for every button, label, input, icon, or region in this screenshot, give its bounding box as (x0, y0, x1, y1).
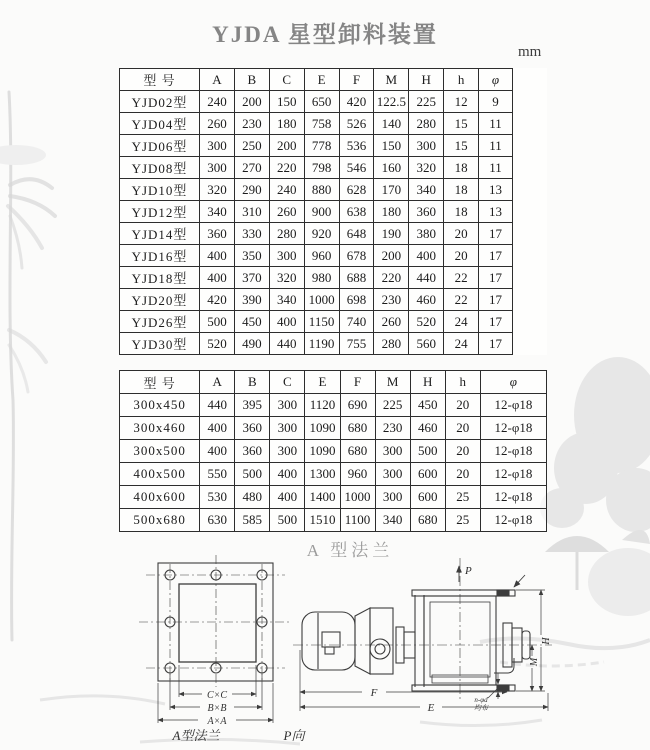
dim-m-cell: 200 (374, 245, 409, 267)
dim-b-cell: 350 (234, 245, 269, 267)
dim-c-cell: 400 (270, 486, 305, 509)
dim-b-cell: 310 (234, 201, 269, 223)
dim-b-cell: 230 (234, 113, 269, 135)
model-cell: YJD14型 (120, 223, 200, 245)
column-header: H (410, 371, 445, 394)
valve-body (412, 590, 515, 691)
dim-h-cell: 360 (409, 201, 444, 223)
side-centerlines (293, 558, 552, 700)
dim-phi-cell: 13 (479, 201, 513, 223)
table1-row (120, 201, 547, 223)
dim-h2-cell: 24 (444, 333, 479, 355)
bolt-pattern-cell: 12-φ18 (480, 463, 546, 486)
dim-m-cell: 225 (375, 394, 410, 417)
table2-row (120, 394, 547, 417)
dim-e-cell: 960 (304, 245, 339, 267)
dim-e-label: E (427, 702, 435, 714)
dim-h-cell: 680 (410, 509, 445, 532)
dim-b-cell: 450 (234, 311, 269, 333)
model-cell: YJD18型 (120, 267, 200, 289)
dim-c-cell: 240 (269, 179, 304, 201)
bolt-note-line2: 均布 (474, 704, 488, 712)
dim-h2-cell: 25 (445, 509, 480, 532)
dim-phi-cell: 17 (479, 333, 513, 355)
dim-h-cell: 300 (409, 135, 444, 157)
dim-e-cell: 900 (304, 201, 339, 223)
column-header: M (374, 69, 409, 91)
dim-a-cell: 320 (200, 179, 235, 201)
model-cell: 500x680 (120, 509, 200, 532)
dim-f-cell: 688 (339, 267, 374, 289)
dim-h-cell: 280 (409, 113, 444, 135)
dim-a-cell: 300 (200, 135, 235, 157)
dim-a-cell: 260 (200, 113, 235, 135)
dim-c-cell: 440 (269, 333, 304, 355)
dim-h2-cell: 20 (445, 417, 480, 440)
column-header: M (375, 371, 410, 394)
dim-c-cell: 400 (269, 311, 304, 333)
table1-row (120, 267, 547, 289)
dim-c-cell: 320 (269, 267, 304, 289)
dim-h2-cell: 20 (445, 440, 480, 463)
dim-e-cell: 1120 (305, 394, 340, 417)
dim-m-cell: 122.5 (374, 91, 409, 113)
dim-e-cell: 1090 (305, 417, 340, 440)
table2-header-row (120, 371, 547, 394)
dim-a-cell: 440 (200, 394, 235, 417)
dim-b-cell: 490 (234, 333, 269, 355)
dim-f-cell: 678 (339, 245, 374, 267)
centerlines (139, 555, 292, 687)
dim-c-cell: 200 (269, 135, 304, 157)
gearbox (355, 608, 393, 674)
dim-a-cell: 500 (200, 311, 235, 333)
dim-axa-label: A×A (207, 716, 227, 727)
dim-h-cell: 440 (409, 267, 444, 289)
dim-phi-cell: 13 (479, 179, 513, 201)
dim-f-cell: 1100 (340, 509, 375, 532)
model-cell: YJD02型 (120, 91, 200, 113)
dim-phi-cell: 17 (479, 245, 513, 267)
dim-m-cell: 150 (374, 135, 409, 157)
dim-h-cell: 500 (410, 440, 445, 463)
dim-e-cell: 980 (304, 267, 339, 289)
table1-row (120, 245, 547, 267)
yjd-dimension-table (119, 68, 547, 355)
dim-h2-cell: 15 (444, 135, 479, 157)
dim-e-cell: 1090 (305, 440, 340, 463)
dim-f-cell: 698 (339, 289, 374, 311)
table1-row (120, 179, 547, 201)
column-header: F (340, 371, 375, 394)
dim-cxc-label: C×C (206, 690, 228, 701)
dimension-e (300, 693, 548, 711)
column-header: 型 号 (120, 69, 200, 91)
section-heading-flange: A 型法兰 (306, 541, 394, 560)
flange-view-caption: A型法兰 (172, 728, 220, 743)
dim-c-cell: 400 (270, 463, 305, 486)
p-arrow-label: P (465, 565, 472, 577)
column-header: A (200, 371, 235, 394)
dim-b-cell: 500 (235, 463, 270, 486)
dim-h2-cell: 20 (445, 394, 480, 417)
model-cell: YJD26型 (120, 311, 200, 333)
dim-e-cell: 880 (304, 179, 339, 201)
bolt-pattern-cell: 12-φ18 (480, 394, 546, 417)
column-header: B (234, 69, 269, 91)
dim-e-cell: 798 (304, 157, 339, 179)
table2-row (120, 417, 547, 440)
dim-a-cell: 400 (200, 267, 235, 289)
dim-m-cell: 260 (374, 311, 409, 333)
model-cell: 400x500 (120, 463, 200, 486)
bolt-pattern-cell: 12-φ18 (480, 440, 546, 463)
column-header: C (270, 371, 305, 394)
table1-row (120, 157, 547, 179)
dim-m-cell: 220 (374, 267, 409, 289)
engineering-drawing (0, 552, 650, 750)
dim-phi-cell: 17 (479, 311, 513, 333)
table1-row (120, 289, 547, 311)
dim-f-cell: 1000 (340, 486, 375, 509)
dim-m-cell: 230 (374, 289, 409, 311)
column-header: E (305, 371, 340, 394)
dim-phi-cell: 17 (479, 289, 513, 311)
dim-e-cell: 758 (304, 113, 339, 135)
dim-h-cell: 225 (409, 91, 444, 113)
dim-f-cell: 960 (340, 463, 375, 486)
dim-f-cell: 755 (339, 333, 374, 355)
column-header: h (444, 69, 479, 91)
dim-h2-cell: 25 (445, 486, 480, 509)
model-cell: 400x600 (120, 486, 200, 509)
p-direction-label: P向 (283, 728, 305, 743)
dim-h-cell: 400 (409, 245, 444, 267)
table2-row (120, 486, 547, 509)
dim-h-label: H (541, 637, 552, 645)
dim-h-cell: 380 (409, 223, 444, 245)
dim-a-cell: 420 (200, 289, 235, 311)
dim-f-cell: 690 (340, 394, 375, 417)
dim-h-cell: 600 (410, 486, 445, 509)
dim-m-cell: 170 (374, 179, 409, 201)
bolt-pattern-cell: 12-φ18 (480, 509, 546, 532)
dim-b-cell: 330 (234, 223, 269, 245)
dim-m-cell: 300 (375, 440, 410, 463)
dim-h2-cell: 18 (444, 179, 479, 201)
dim-h-cell: 340 (409, 179, 444, 201)
dim-h-cell: 520 (409, 311, 444, 333)
column-header: C (269, 69, 304, 91)
dim-f-cell: 526 (339, 113, 374, 135)
dim-b-cell: 585 (235, 509, 270, 532)
dim-f-cell: 680 (340, 417, 375, 440)
page-title: YJDA 星型卸料装置 (212, 22, 438, 47)
dim-c-cell: 340 (269, 289, 304, 311)
dim-b-cell: 200 (234, 91, 269, 113)
dim-c-cell: 300 (270, 417, 305, 440)
dim-a-cell: 340 (200, 201, 235, 223)
dim-e-cell: 1510 (305, 509, 340, 532)
motor (302, 612, 355, 670)
bolt-pattern-cell: 12-φ18 (480, 486, 546, 509)
dim-phi-cell: 9 (479, 91, 513, 113)
bolt-note-line1: n-φd (474, 696, 488, 704)
dim-f-cell: 546 (339, 157, 374, 179)
column-header: φ (479, 69, 513, 91)
table1-row (120, 91, 547, 113)
dim-a-cell: 400 (200, 245, 235, 267)
model-cell: YJD10型 (120, 179, 200, 201)
dim-m-cell: 230 (375, 417, 410, 440)
dim-h-cell: 460 (409, 289, 444, 311)
valve-side-view (293, 558, 552, 711)
dim-b-cell: 480 (235, 486, 270, 509)
dim-f-cell: 638 (339, 201, 374, 223)
column-header: B (235, 371, 270, 394)
dim-f-label: F (370, 687, 378, 699)
dim-m-cell: 180 (374, 201, 409, 223)
model-cell: YJD16型 (120, 245, 200, 267)
dim-b-cell: 290 (234, 179, 269, 201)
dim-m-cell: 280 (374, 333, 409, 355)
column-header: 型 号 (120, 371, 200, 394)
dim-phi-cell: 17 (479, 223, 513, 245)
dim-b-cell: 270 (234, 157, 269, 179)
dim-h-cell: 320 (409, 157, 444, 179)
dim-b-cell: 360 (235, 417, 270, 440)
dim-h2-cell: 18 (444, 201, 479, 223)
dim-b-cell: 360 (235, 440, 270, 463)
model-cell: 300x450 (120, 394, 200, 417)
dim-h2-cell: 15 (444, 113, 479, 135)
bolt-pattern-cell: 12-φ18 (480, 417, 546, 440)
dim-e-cell: 1190 (304, 333, 339, 355)
dim-a-cell: 240 (200, 91, 235, 113)
dim-phi-cell: 17 (479, 267, 513, 289)
model-cell: 300x500 (120, 440, 200, 463)
dim-e-cell: 778 (304, 135, 339, 157)
model-cell: YJD04型 (120, 113, 200, 135)
dim-c-cell: 150 (269, 91, 304, 113)
dim-f-cell: 648 (339, 223, 374, 245)
dim-a-cell: 530 (200, 486, 235, 509)
model-cell: YJD08型 (120, 157, 200, 179)
dim-h2-cell: 20 (445, 463, 480, 486)
dim-h2-cell: 20 (444, 223, 479, 245)
dim-f-cell: 740 (339, 311, 374, 333)
dim-c-cell: 300 (270, 394, 305, 417)
column-header: F (339, 69, 374, 91)
dim-phi-cell: 11 (479, 135, 513, 157)
dim-m-cell: 190 (374, 223, 409, 245)
dim-c-cell: 300 (269, 245, 304, 267)
dim-a-cell: 400 (200, 440, 235, 463)
drive-bracket (396, 595, 424, 687)
dim-m-cell: 340 (375, 509, 410, 532)
dim-b-cell: 395 (235, 394, 270, 417)
model-cell: YJD20型 (120, 289, 200, 311)
dim-h-cell: 460 (410, 417, 445, 440)
dim-f-cell: 536 (339, 135, 374, 157)
dim-h-cell: 600 (410, 463, 445, 486)
dim-c-cell: 280 (269, 223, 304, 245)
dim-e-cell: 650 (304, 91, 339, 113)
dim-f-cell: 628 (339, 179, 374, 201)
dim-h-cell: 450 (410, 394, 445, 417)
table2-row (120, 509, 547, 532)
column-header: h (445, 371, 480, 394)
dim-b-cell: 250 (234, 135, 269, 157)
dim-e-cell: 1400 (305, 486, 340, 509)
dim-a-cell: 300 (200, 157, 235, 179)
dim-h2-cell: 18 (444, 157, 479, 179)
column-header: E (304, 69, 339, 91)
dim-a-cell: 550 (200, 463, 235, 486)
table2-row (120, 463, 547, 486)
dim-a-cell: 630 (200, 509, 235, 532)
dim-b-cell: 390 (234, 289, 269, 311)
table1-header-row (120, 69, 547, 91)
dim-e-cell: 1000 (304, 289, 339, 311)
column-header: H (409, 69, 444, 91)
column-header: A (200, 69, 235, 91)
dim-phi-cell: 11 (479, 113, 513, 135)
dim-c-cell: 220 (269, 157, 304, 179)
model-cell: YJD12型 (120, 201, 200, 223)
dim-h2-cell: 22 (444, 289, 479, 311)
dim-h2-cell: 22 (444, 267, 479, 289)
model-cell: YJD30型 (120, 333, 200, 355)
dim-c-cell: 260 (269, 201, 304, 223)
end-bearing (494, 623, 530, 673)
dim-a-cell: 520 (200, 333, 235, 355)
dim-m-cell: 300 (375, 486, 410, 509)
dim-m-cell: 300 (375, 463, 410, 486)
dim-h2-cell: 20 (444, 245, 479, 267)
dim-c-cell: 180 (269, 113, 304, 135)
dim-m-cell: 160 (374, 157, 409, 179)
dim-m-cell: 140 (374, 113, 409, 135)
dim-m-label: M (529, 657, 540, 667)
dim-f-cell: 680 (340, 440, 375, 463)
dim-bxb-label: B×B (207, 703, 227, 714)
dim-e-cell: 920 (304, 223, 339, 245)
dim-a-cell: 360 (200, 223, 235, 245)
table1-row (120, 135, 547, 157)
dim-h2-cell: 12 (444, 91, 479, 113)
dim-e-cell: 1150 (304, 311, 339, 333)
model-cell: YJD06型 (120, 135, 200, 157)
dim-phi-cell: 11 (479, 157, 513, 179)
dim-e-cell: 1300 (305, 463, 340, 486)
table2-row (120, 440, 547, 463)
column-header: φ (480, 371, 546, 394)
table1-row (120, 333, 547, 355)
unit-label: mm (518, 44, 542, 60)
table1-row (120, 113, 547, 135)
square-model-dimension-table (119, 370, 547, 532)
dim-c-cell: 300 (270, 440, 305, 463)
table1-row (120, 311, 547, 333)
dim-h-cell: 560 (409, 333, 444, 355)
model-cell: 300x460 (120, 417, 200, 440)
dim-c-cell: 500 (270, 509, 305, 532)
dim-h2-cell: 24 (444, 311, 479, 333)
dim-b-cell: 370 (234, 267, 269, 289)
dim-f-cell: 420 (339, 91, 374, 113)
dim-a-cell: 400 (200, 417, 235, 440)
table1-row (120, 223, 547, 245)
